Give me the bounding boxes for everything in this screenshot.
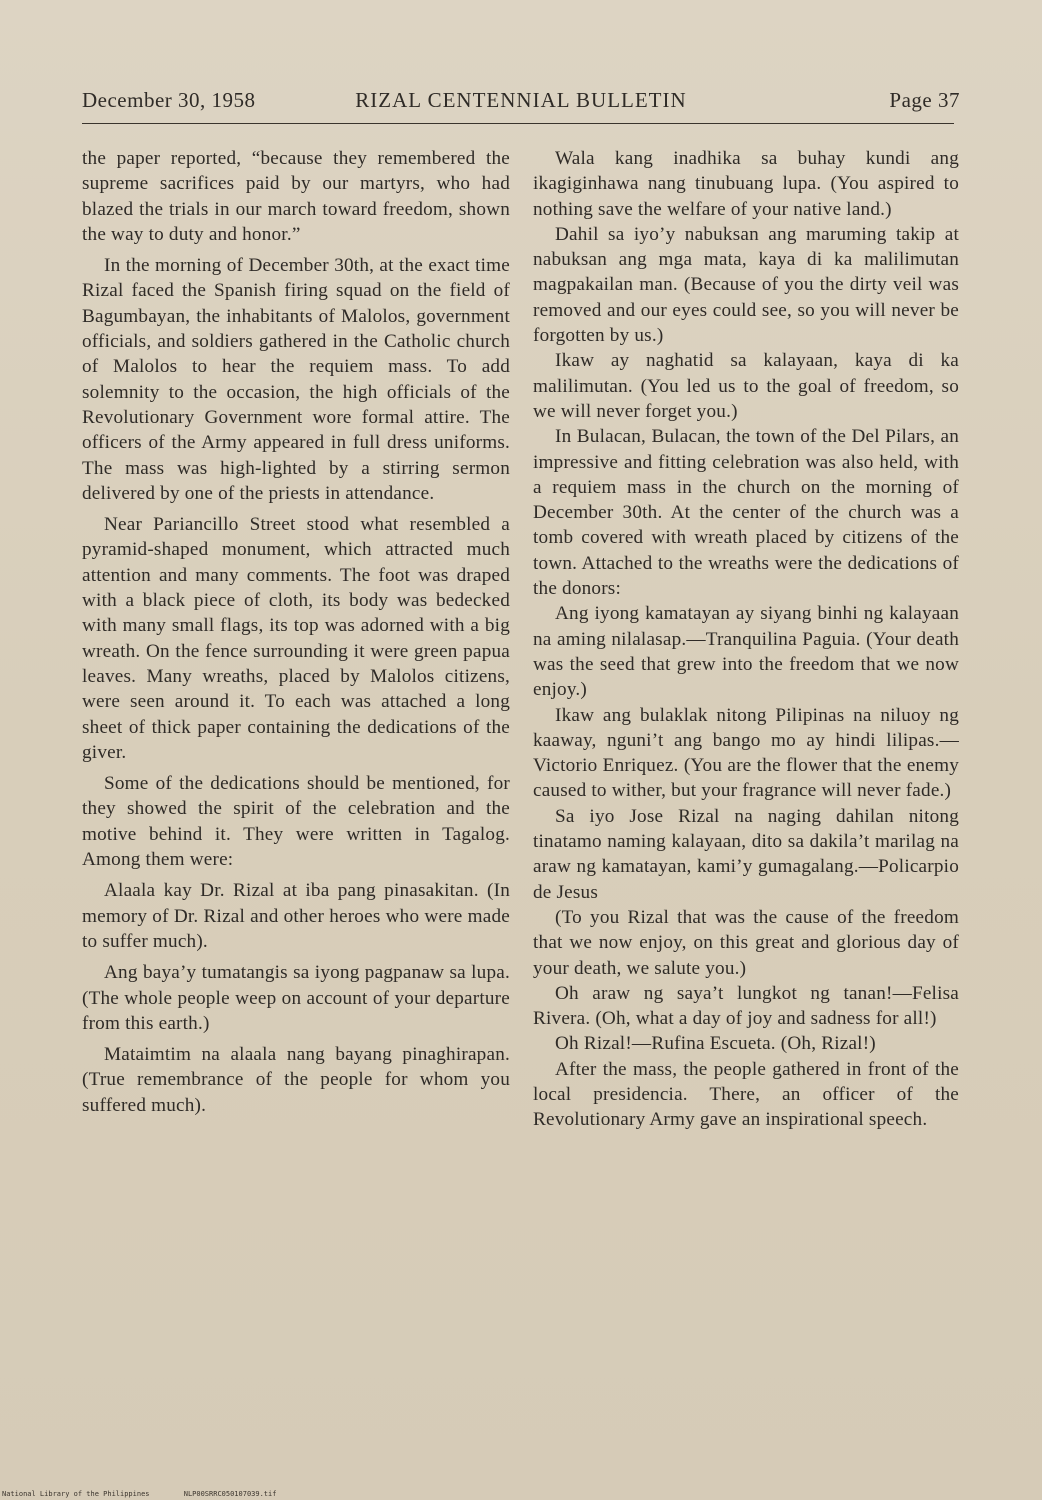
paragraph: (To you Rizal that was the cause of the freedom that we now enjoy, on this great and glorious day of your death, we salute you.) [533, 906, 959, 979]
header-date: December 30, 1958 [82, 88, 256, 112]
paragraph: Oh araw ng saya’t lungkot ng tanan!—Felisa Rivera. (Oh, what a day of joy and sadness for all!) [533, 982, 959, 1030]
left-column [82, 146, 510, 1124]
paragraph: Mataimtim na alaala nang bayang pinaghirapan. (True remembrance of the people for whom you suffered much). [82, 1044, 510, 1116]
header-rule [82, 123, 954, 124]
paragraph: Wala kang inadhika sa buhay kundi ang ikagiginhawa nang tinubuang lupa. (You aspired to nothing save the welfare of your native land.) [533, 148, 959, 220]
paragraph: Dahil sa iyo’y nabuksan ang maruming takip at nabuksan ang mga mata, kaya di ka malilimutan magpakailan man. (Because of you the dirty veil was removed and our eyes could see, so you will never be forgotten by us.) [533, 223, 959, 347]
header-title: RIZAL CENTENNIAL BULLETIN [355, 88, 687, 112]
paragraph: Alaala kay Dr. Rizal at iba pang pinasakitan. (In memory of Dr. Rizal and other heroes who were made to suffer much). [82, 880, 510, 952]
right-column [533, 146, 959, 1133]
paragraph: Near Pariancillo Street stood what resembled a pyramid-shaped monument, which attracted much attention and many comments. The foot was draped with a black piece of cloth, its body was bedecked with many small flags, its top was adorned with a big wreath. On the fence surrounding it were green papua leaves. Many wreaths, placed by Malolos citizens, were seen around it. To each was attached a long sheet of thick paper containing the dedications of the giver. [82, 514, 510, 763]
paragraph: Ang baya’y tumatangis sa iyong pagpanaw sa lupa. (The whole people weep on account of your departure from this earth.) [82, 962, 510, 1034]
page-header [82, 88, 960, 118]
paragraph: Oh Rizal!—Rufina Escueta. (Oh, Rizal!) [555, 1033, 876, 1055]
paragraph: In Bulacan, Bulacan, the town of the Del Pilars, an impressive and fitting celebration was also held, with a requiem mass in the church on the morning of December 30th. At the center of the church was a tomb covered with wreath placed by citizens of the town. Attached to the wreaths were the dedications of the donors: [533, 426, 959, 600]
paragraph: Some of the dedications should be mentioned, for they showed the spirit of the celebration and the motive behind it. They were written in Tagalog. Among them were: [82, 773, 510, 871]
footer-filename: NLP00SRRC05010703​9.tif [183, 1490, 277, 1498]
paragraph: Ikaw ang bulaklak nitong Pilipinas na niluoy ng kaaway, nguni’t ang bango mo ay hindi lilipas.—Victorio Enriquez. (You are the flower that the enemy caused to wither, but your fragrance will never fade.) [533, 704, 959, 802]
paragraph: the paper reported, “because they remembered the supreme sacrifices paid by our martyrs, who had blazed the trials in our march toward freedom, shown the way to duty and honor.” [82, 148, 510, 245]
scan-footer [2, 1490, 306, 1498]
paragraph: In the morning of December 30th, at the exact time Rizal faced the Spanish firing squad on the field of Bagumbayan, the inhabitants of Malolos, government officials, and soldiers gathered in the Catholic church of Malolos to hear the requiem mass. To add solemnity to the occasion, the high officials of the Revolutionary Government wore formal attire. The officers of the Army appeared in full dress uniforms. The mass was high-lighted by a stirring sermon delivered by one of the priests in attendance. [82, 255, 510, 504]
paragraph: Sa iyo Jose Rizal na naging dahilan nitong tinatamo naming kalayaan, dito sa dakila’t marilag na araw ng kamatayan, kami’y gumagalang.—Policarpio de Jesus [533, 805, 959, 903]
footer-library: National Library of the Philippines [2, 1490, 150, 1498]
paragraph: Ikaw ay naghatid sa kalayaan, kaya di ka malilimutan. (You led us to the goal of freedom, so we will never forget you.) [533, 350, 959, 422]
paragraph: Ang iyong kamatayan ay siyang binhi ng kalayaan na aming nilalasap.—Tranquilina Paguia. (Your death was the seed that grew into the freedom that we now enjoy.) [533, 603, 959, 701]
header-page-number: Page 37 [889, 88, 960, 112]
paragraph: After the mass, the people gathered in front of the local presidencia. There, an officer of the Revolutionary Army gave an inspirational speech. [533, 1058, 959, 1131]
